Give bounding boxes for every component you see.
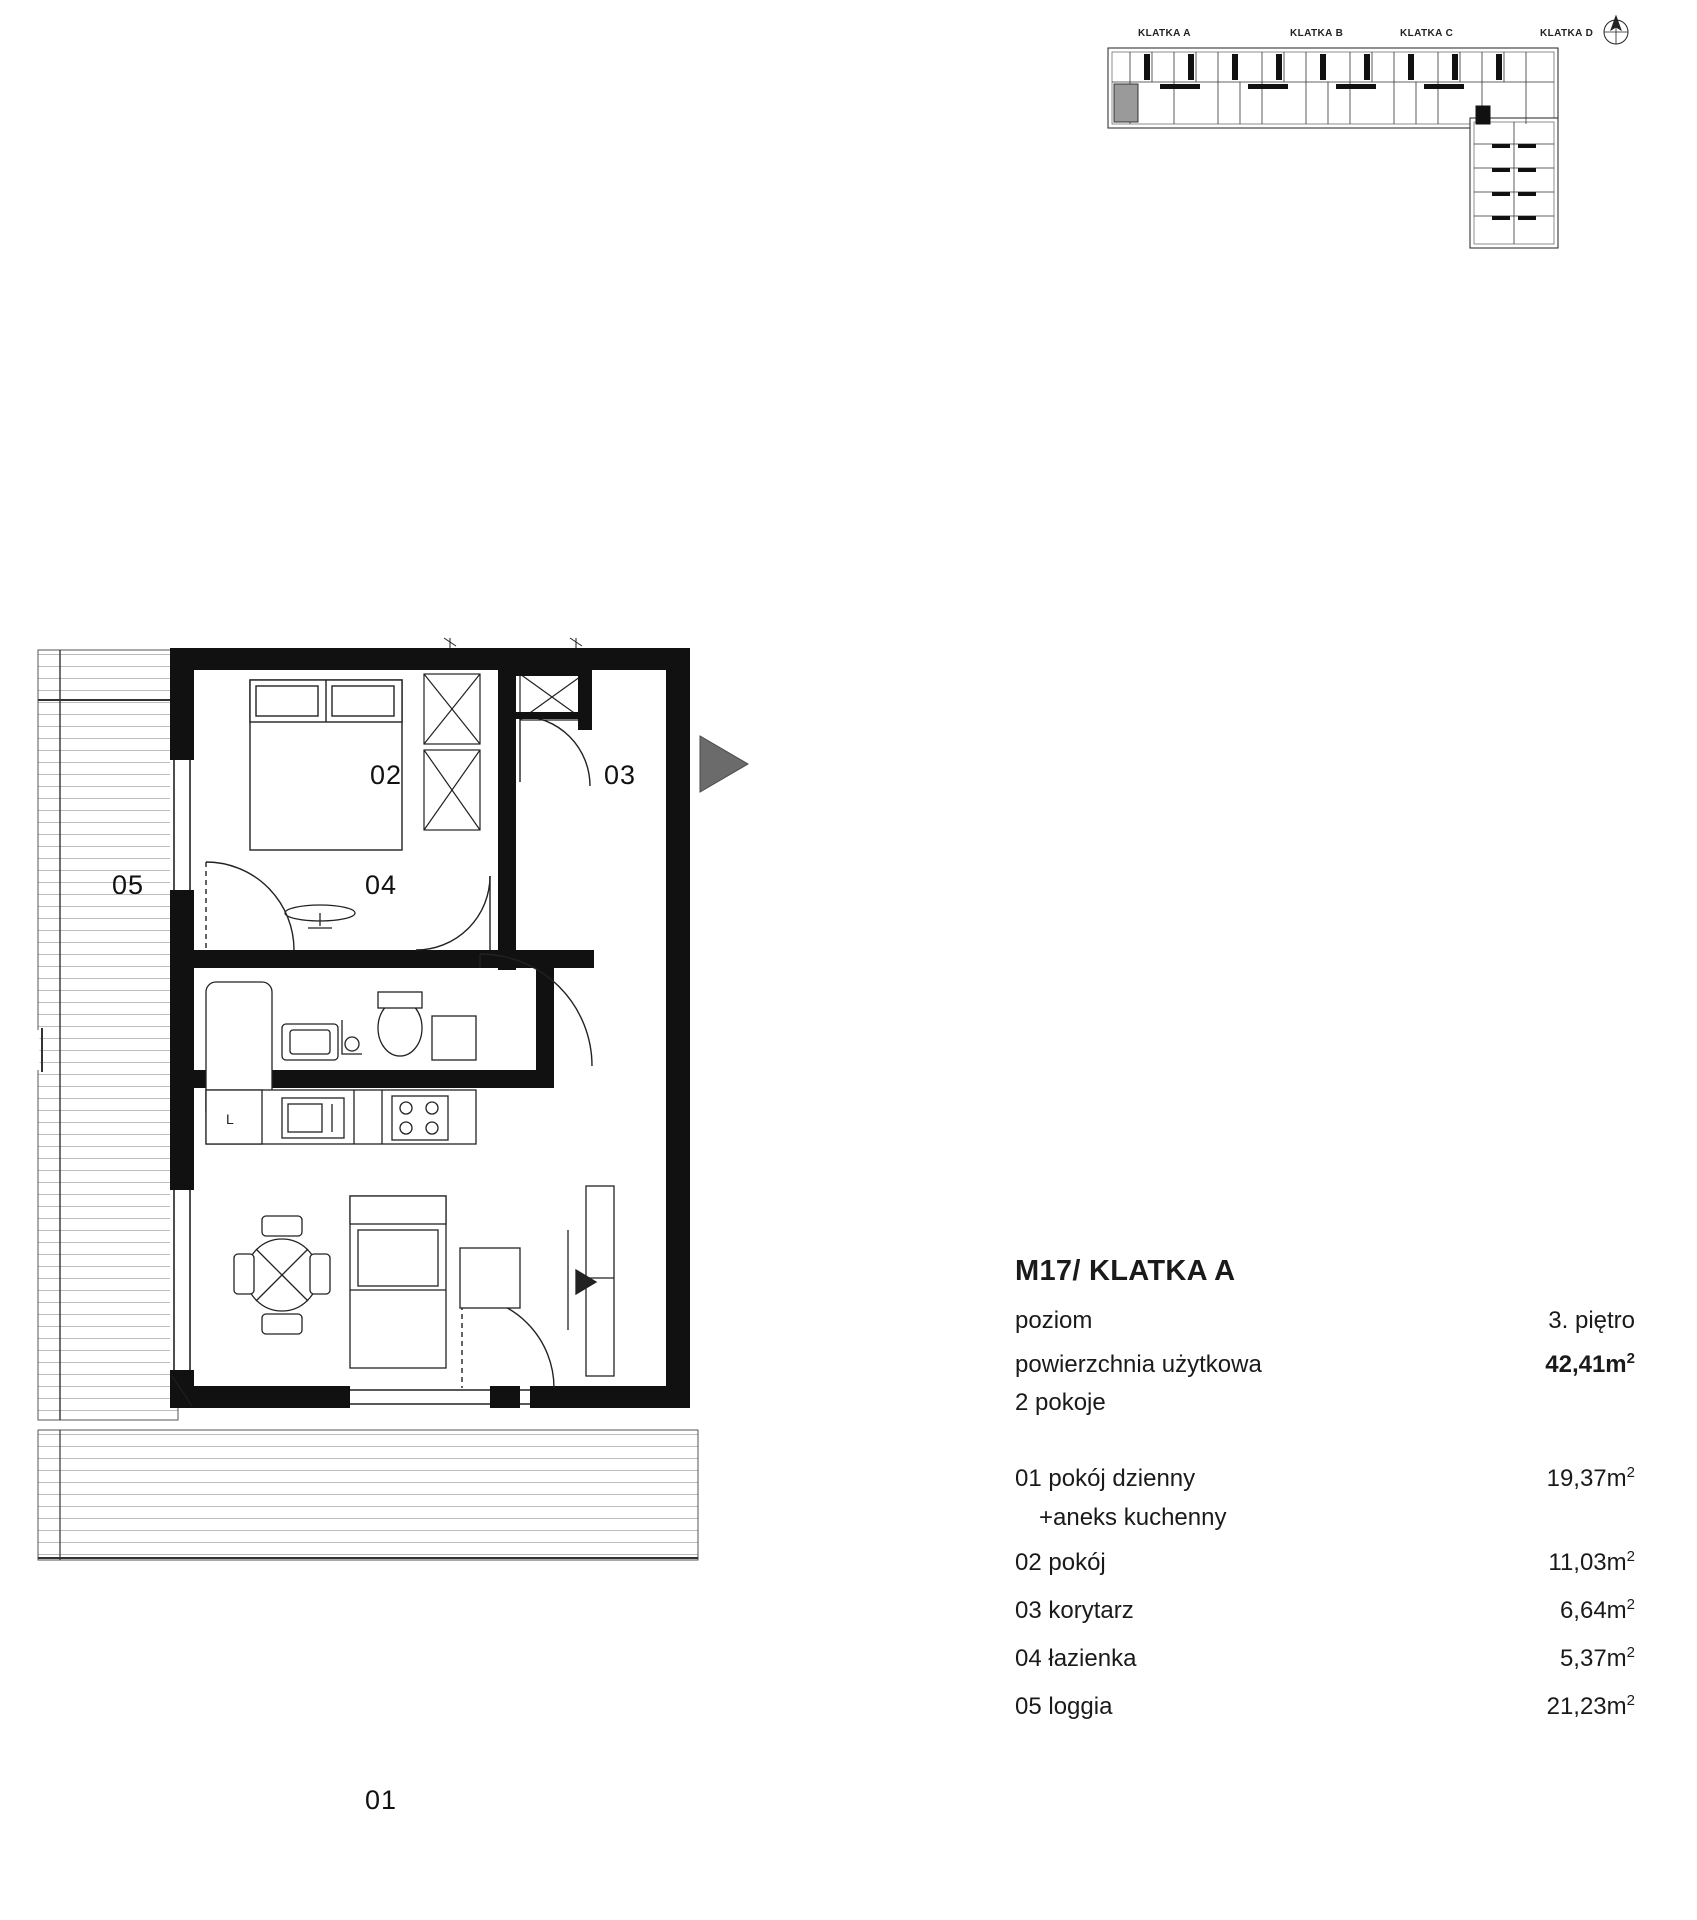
room-legend-area-unit-02: 2 [1626,1548,1635,1565]
room-legend-name-04: łazienka [1048,1645,1137,1672]
rooms-count: 2 pokoje [1015,1389,1106,1416]
keyplan-diagram [1100,10,1660,310]
room-legend-area-number-03: 6,64m [1559,1597,1627,1624]
room-legend-label-05 [1015,1686,1132,1728]
room-legend-area-number-01: 19,37m [1546,1465,1627,1492]
usable-area-label: powierzchnia użytkowa [1015,1351,1262,1378]
keyplan-label-klatka-a: KLATKA A [1138,28,1191,39]
floor-plan [20,630,780,1815]
room-legend-item-04 [1015,1632,1635,1680]
room-legend-area-unit-01: 2 [1626,1464,1635,1481]
room-legend-label-03 [1015,1590,1154,1632]
keyplan-label-klatka-b: KLATKA B [1290,28,1344,39]
room-number-01: 01 [365,1785,398,1815]
room-legend-item-02 [1015,1536,1635,1584]
room-legend-label-04 [1015,1638,1156,1680]
room-legend-num-01: 01 [1015,1465,1042,1492]
room-legend-area-02 [1548,1536,1635,1584]
room-legend-name-02: pokój [1048,1549,1106,1576]
room-legend-area-number-05: 21,23m [1546,1693,1627,1720]
fridge-label: L [226,1111,234,1127]
room-legend-name-05: loggia [1048,1693,1113,1720]
usable-area-unit: 2 [1626,1350,1635,1367]
usable-area-value [1545,1340,1635,1384]
rooms-count-row [1015,1384,1635,1422]
room-legend-item-03 [1015,1584,1635,1632]
key-plan [1100,10,1660,310]
room-legend-num-04: 04 [1015,1645,1042,1672]
usable-area-row [1015,1340,1635,1384]
room-legend-item-05 [1015,1680,1635,1728]
room-legend-area-03 [1560,1584,1635,1632]
room-legend-area-unit-04: 2 [1626,1644,1635,1661]
room-number-04: 04 [365,870,398,900]
room-number-05: 05 [112,870,145,900]
room-legend-label-01 [1015,1458,1215,1500]
keyplan-label-klatka-d: KLATKA D [1540,28,1594,39]
room-number-02: 02 [370,760,403,790]
level-label: poziom [1015,1307,1093,1334]
room-legend-num-05: 05 [1015,1693,1042,1720]
entrance-arrow-icon [700,736,748,792]
level-row [1015,1302,1635,1340]
room-legend-label-02 [1015,1542,1126,1584]
room-legend-extra-01: +aneks kuchenny [1039,1504,1227,1531]
room-legend-area-01 [1547,1452,1635,1500]
usable-area-number: 42,41m [1545,1351,1627,1378]
apartment-info-panel [1015,1255,1635,1728]
apartment-title: M17/ KLATKA A [1015,1255,1236,1287]
info-spacer [1015,1422,1635,1452]
room-legend-item-01 [1015,1452,1635,1500]
room-legend-area-05 [1547,1680,1635,1728]
room-legend-num-02: 02 [1015,1549,1042,1576]
keyplan-label-klatka-c: KLATKA C [1400,28,1454,39]
room-legend-name-03: korytarz [1048,1597,1134,1624]
room-legend-area-04 [1560,1632,1635,1680]
room-legend-area-unit-05: 2 [1626,1692,1635,1709]
north-arrow-icon [1604,16,1628,44]
level-value: 3. piętro [1548,1307,1635,1334]
room-number-03: 03 [604,760,637,790]
room-legend-area-number-04: 5,37m [1559,1645,1627,1672]
room-legend-num-03: 03 [1015,1597,1042,1624]
room-legend-area-number-02: 11,03m [1548,1549,1627,1576]
room-legend-name-01: pokój dzienny [1048,1465,1196,1492]
room-legend-area-unit-03: 2 [1626,1596,1635,1613]
room-legend-list [1015,1452,1635,1728]
